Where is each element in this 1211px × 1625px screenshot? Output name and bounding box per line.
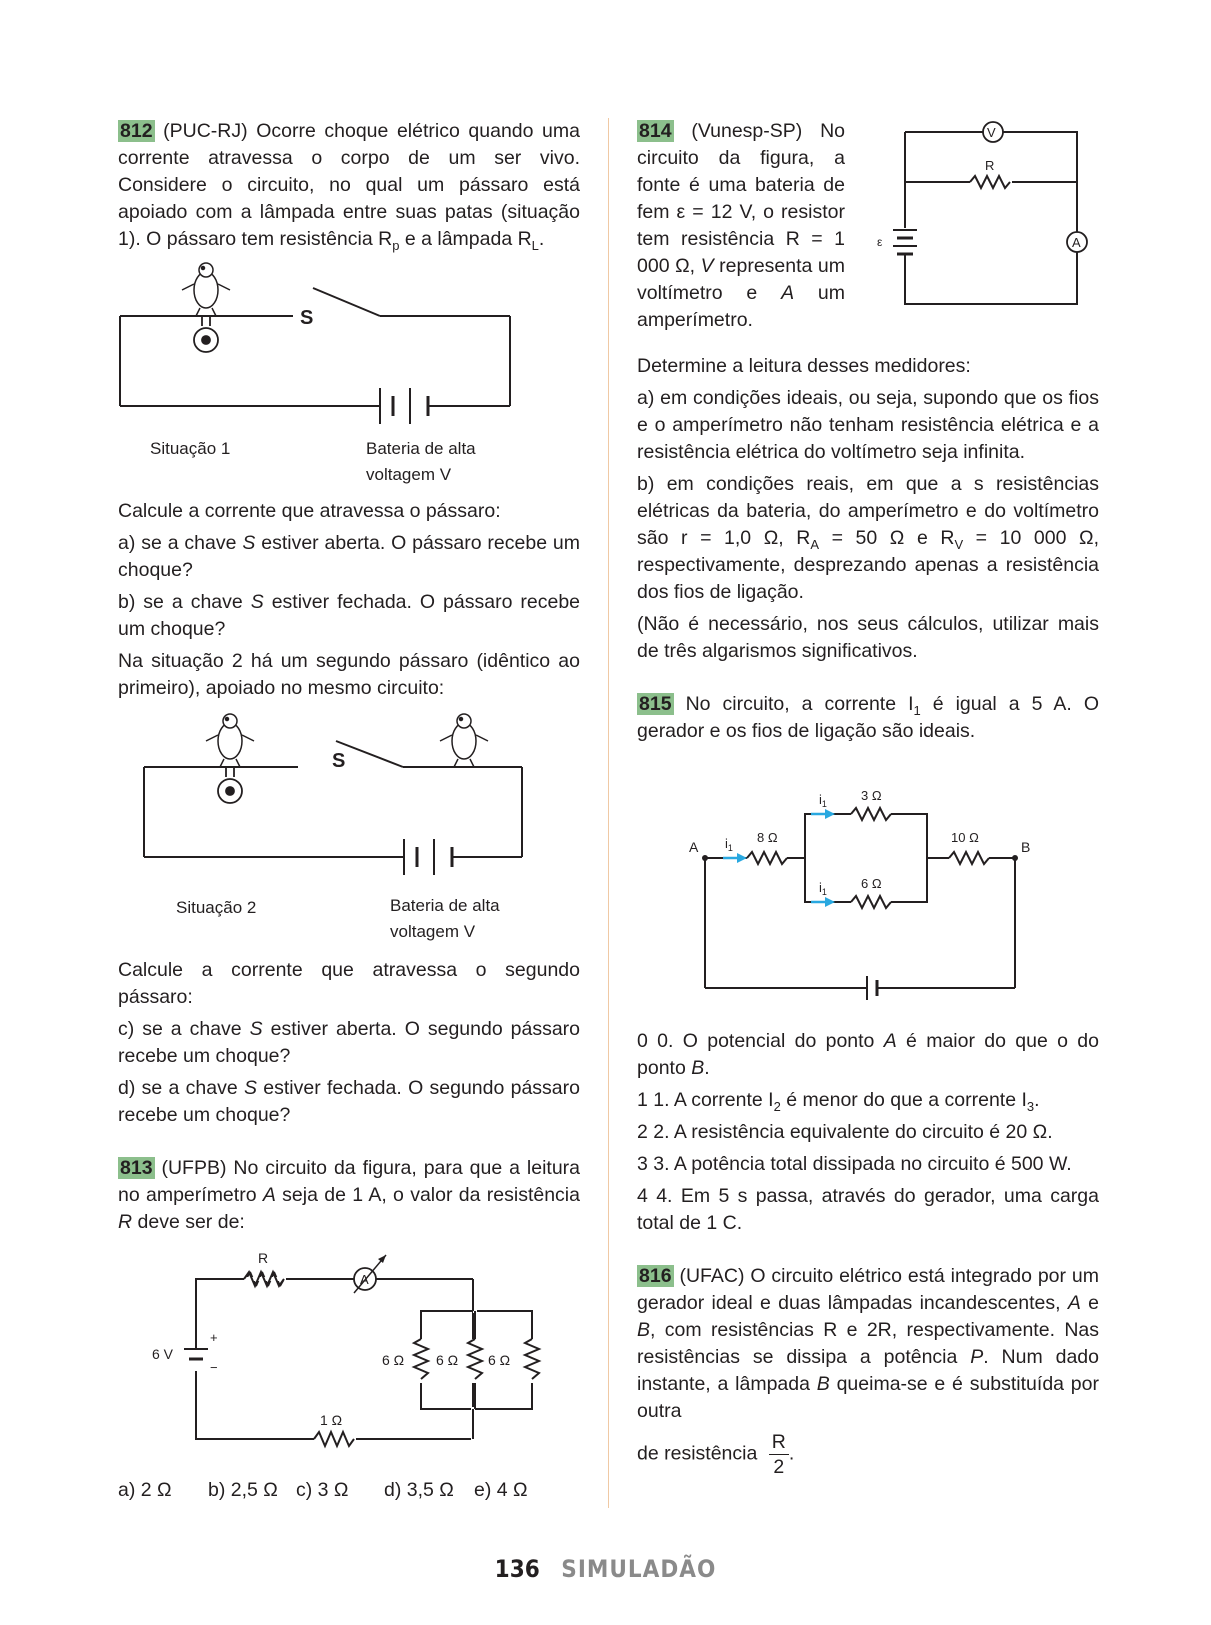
q813-figure: [118, 1241, 580, 1463]
point-b: [1012, 855, 1018, 861]
bird-icon: [182, 263, 230, 316]
q813-r-bottom-label: 1 Ω: [320, 1412, 343, 1428]
q812-item-a: a) se a chave S estiver aberta. O pássaro recebe um choque?: [118, 532, 581, 581]
q814-prompt: Determine a leitura desses medidores:: [637, 355, 971, 377]
bird-icon: [206, 714, 254, 767]
lamp-icon: [218, 767, 242, 803]
q812-situation-2-text: Na situação 2 há um segundo pássaro (idêntico ao primeiro), apoiado no mesmo circuito:: [118, 650, 580, 699]
q812-figure-situation-2: [118, 707, 580, 957]
q812-sub-l: L: [531, 237, 539, 253]
q812-item-b: b) se a chave S estiver fechada. O pássaro recebe um choque?: [118, 591, 581, 640]
q814-emf-label: ε: [877, 235, 883, 249]
left-column: [118, 118, 580, 1504]
q816-fraction: $\frac{R}{2}$: [769, 1430, 789, 1479]
switch-lever: [313, 288, 380, 316]
page-number: 136: [494, 1555, 540, 1583]
q812-figure-situation-1: [118, 258, 580, 498]
q815-figure: [637, 750, 1099, 1028]
q812-sub-p: p: [392, 237, 400, 253]
q814-item-b: b) em condições reais, em que a s resistências elétricas da bateria, do amperímetro e do voltímetro são r = 1,0 Ω, $R_A = 50$ Ω e $R_V = 10$ 000 Ω, respectivamente, desprezando apenas a resistência dos fios de ligação.: [637, 473, 1099, 603]
q816-text: 816 (UFAC) O circuito elétrico está integrado por um gerador ideal e duas lâmpadas incandescentes, A e B, com resistências R e 2R, respectivamente. Nas resistências se dissipa a potência P. Num dado instante, a lâmpada B queima-se e é substituída por outra: [637, 1265, 1100, 1422]
q812-item-d: d) se a chave S estiver fechada. O segundo pássaro recebe um choque?: [118, 1077, 580, 1126]
q814-figure: [867, 118, 1097, 318]
q815-statement-22: 2 2. A resistência equivalente do circuito é 20 Ω.: [637, 1121, 1053, 1143]
caption-battery-2b: voltagem V: [390, 922, 476, 941]
q812-intro: [118, 118, 580, 253]
q813-option-a[interactable]: a) 2 Ω: [118, 1479, 172, 1501]
q812-intro-text-1: (PUC-RJ) Ocorre choque elétrico quando uma corrente atravessa o corpo de um ser vivo. Considere o circuito, no qual um pássaro está apoiado com a lâmpada entre suas patas (situação 1). O pássaro tem resistência R: [118, 120, 580, 250]
second-bird-icon: [440, 714, 488, 767]
caption-battery-2a: Bateria de alta: [390, 896, 500, 915]
q812-number: 812: [120, 120, 153, 142]
q813-r-label: R: [258, 1250, 269, 1266]
q815-statement-11: 1 1. A corrente $I_2$ é menor do que a corrente $I_3$.: [637, 1089, 1040, 1114]
q815-a-label: A: [689, 839, 699, 855]
q815-number: 815: [639, 693, 672, 715]
right-column: [637, 118, 1099, 1484]
switch-label-2: S: [332, 750, 346, 772]
q815-statement-33: 3 3. A potência total dissipada no circuito é 500 W.: [637, 1153, 1072, 1175]
q814-intro: 814 (Vunesp-SP) No circuito da figura, a fonte é uma bateria de fem ε = 12 V, o resistor tem resistência R = 1 000 Ω, V representa um voltímetro e A um amperímetro.: [637, 120, 845, 331]
q813-source-label: 6 V: [152, 1346, 174, 1362]
q816-number: 816: [639, 1265, 672, 1287]
page-footer: [0, 1555, 1211, 1583]
caption-situation-2: Situação 2: [176, 898, 257, 917]
q813-options: [118, 1477, 580, 1504]
q812-intro-text-3: .: [538, 228, 545, 250]
q815-b-label: B: [1021, 839, 1031, 855]
q815-r10-label: 10 Ω: [951, 830, 979, 845]
q814-note: (Não é necessário, nos seus cálculos, utilizar mais de três algarismos significativos.: [637, 613, 1099, 662]
q813-minus: −: [210, 1360, 218, 1375]
lamp-icon: [194, 316, 218, 352]
q812-prompt-2: Calcule a corrente que atravessa o segundo pássaro:: [118, 959, 580, 1008]
caption-battery-1: Bateria de alta: [366, 439, 476, 458]
q813-option-b[interactable]: b) 2,5 Ω: [208, 1479, 278, 1501]
q815-i1-a: $i_1$: [725, 836, 733, 853]
q813-plus: +: [210, 1330, 218, 1345]
book-title: SIMULADÃO: [561, 1555, 717, 1583]
q813-option-d[interactable]: d) 3,5 Ω: [384, 1479, 454, 1501]
point-a: [702, 855, 708, 861]
q815-statement-44: 4 4. Em 5 s passa, através do gerador, uma carga total de 1 C.: [637, 1185, 1099, 1234]
q816-last-line: de resistência $\frac{R}{2}$ .: [637, 1431, 795, 1478]
q814-item-a: a) em condições ideais, ou seja, supondo que os fios e o amperímetro não tenham resistência elétrica e a resistência elétrica do voltímetro seja infinita.: [637, 387, 1099, 463]
caption-battery-2: voltagem V: [366, 465, 452, 484]
q812-prompt-1: Calcule a corrente que atravessa o pássaro:: [118, 500, 501, 522]
q813-r2-label: 6 Ω: [436, 1352, 459, 1368]
q814-number: 814: [639, 120, 672, 142]
q815-r3-label: 3 Ω: [861, 788, 882, 803]
q815-statement-00: 0 0. O potencial do ponto A é maior do que o do ponto B.: [637, 1030, 1099, 1079]
q814-header: [637, 118, 1099, 339]
q815-i1-c: $i_1$: [819, 880, 827, 897]
switch-label: S: [300, 307, 314, 329]
column-divider: [608, 118, 609, 1508]
q813-r3-label: 6 Ω: [488, 1352, 511, 1368]
q815-r6-label: 6 Ω: [861, 876, 882, 891]
q813-number: 813: [120, 1157, 153, 1179]
q812-item-c: c) se a chave S estiver aberta. O segundo pássaro recebe um choque?: [118, 1018, 581, 1067]
q813-option-c[interactable]: c) 3 Ω: [296, 1479, 349, 1501]
q814-r-label: R: [985, 158, 995, 173]
switch-lever-2: [336, 741, 403, 767]
q813-text: 813 (UFPB) No circuito da figura, para que a leitura no amperímetro A seja de 1 A, o valor da resistência R deve ser de:: [118, 1157, 581, 1233]
q815-text: 815 No circuito, a corrente $I_1$ é igual a 5 A. O gerador e os fios de ligação são ideais.: [637, 693, 1099, 742]
q814-v-label: V: [987, 125, 996, 140]
q812-intro-text-2: e a lâmpada R: [399, 228, 532, 250]
q815-i1-b: $i_1$: [819, 792, 827, 809]
caption-situation-1: Situação 1: [150, 439, 231, 458]
q815-r8-label: 8 Ω: [757, 830, 778, 845]
q813-option-e[interactable]: e) 4 Ω: [474, 1479, 528, 1501]
q814-a-label: A: [1072, 235, 1081, 250]
q813-ammeter-label: A: [360, 1272, 369, 1287]
q813-r1-label: 6 Ω: [382, 1352, 405, 1368]
